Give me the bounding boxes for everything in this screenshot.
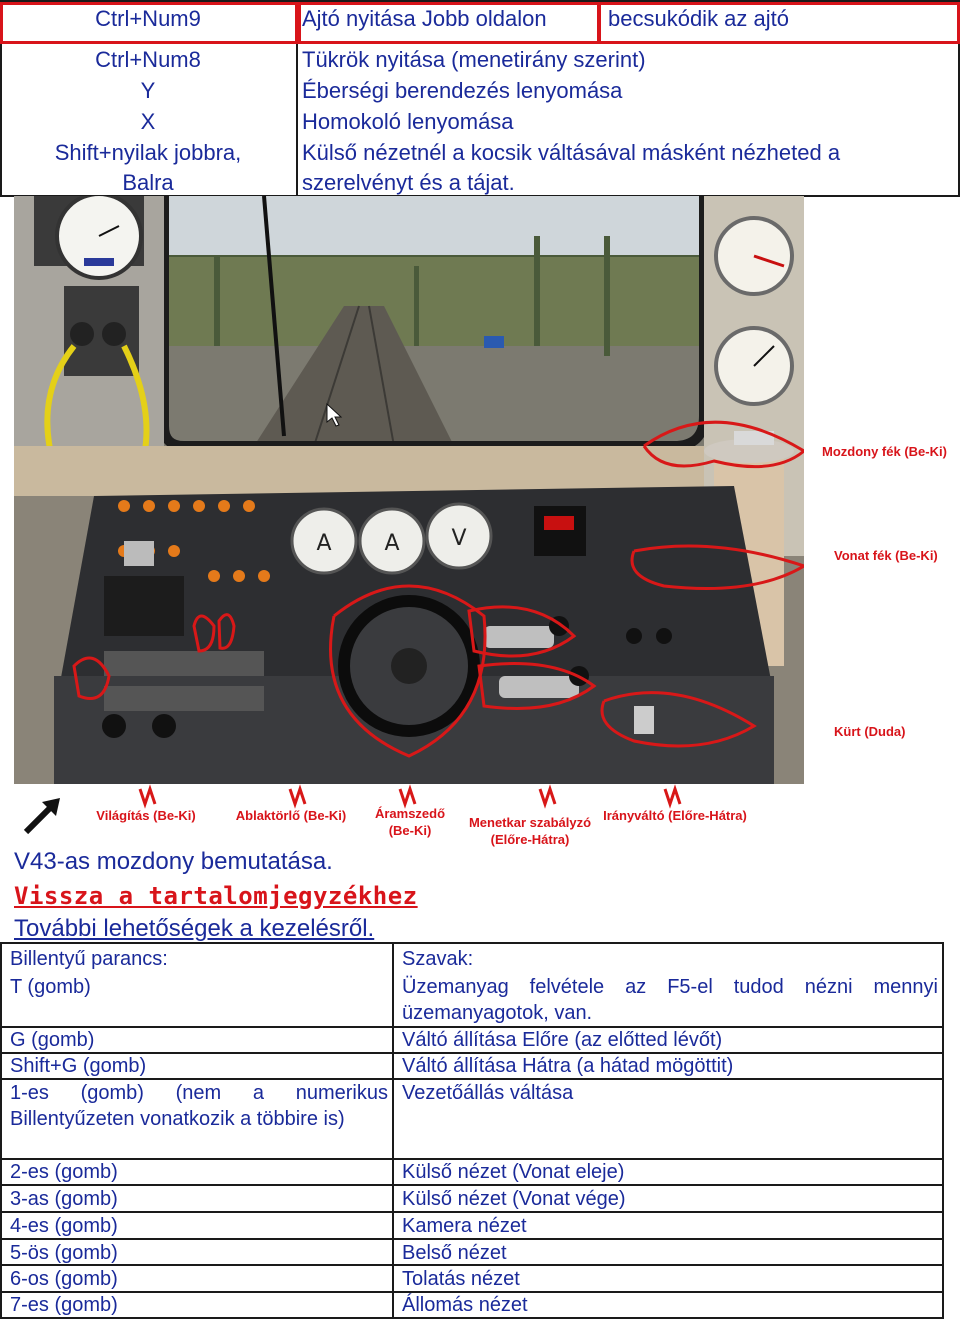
more-options-link[interactable]: További lehetőségek a kezelésről. <box>14 915 375 942</box>
header-right: Szavak: <box>402 948 474 970</box>
key-cell-line2: Balra <box>122 170 174 195</box>
value-cell: Ajtó nyitása Jobb oldalon <box>302 6 547 31</box>
key-cell: Ctrl+Num9 <box>95 6 201 31</box>
value-cell-extra: becsukódik az ajtó <box>608 6 789 31</box>
value-cell: Tükrök nyitása (menetirány szerint) <box>302 47 646 72</box>
table-row-value: Váltó állítása Előre (az előtted lévőt) <box>402 1029 723 1051</box>
table-row-key: Shift+G (gomb) <box>10 1055 147 1077</box>
annotation-iranyvalto: Irányváltó (Előre-Hátra) <box>603 808 747 823</box>
table-row-key: 1-es (gomb) (nem a numerikus Billentyűzeten vonatkozik a többire is) <box>10 1082 388 1130</box>
header-left: Billentyű parancs: <box>10 948 168 970</box>
top-key-table <box>0 0 960 196</box>
key-cell: Shift+nyilak jobbra, <box>54 140 242 165</box>
back-to-contents-link[interactable]: Vissza a tartalomjegyzékhez <box>14 882 418 910</box>
table-row-value: Vezetőállás váltása <box>402 1082 574 1104</box>
table-row-value: Állomás nézet <box>402 1294 528 1316</box>
table-row-key: 5-ös (gomb) <box>10 1242 118 1264</box>
key-cell: Ctrl+Num8 <box>95 47 201 72</box>
table-row-value: Kamera nézet <box>402 1215 527 1237</box>
table-row-value: Üzemanyag felvétele az F5-el tudod nézni mennyi üzemanyagotok, van. <box>402 976 938 1024</box>
table-row-key: G (gomb) <box>10 1029 95 1051</box>
table-row-value: Külső nézet (Vonat eleje) <box>402 1161 625 1183</box>
table-row-key: T (gomb) <box>10 976 91 998</box>
table-row-key: 2-es (gomb) <box>10 1161 118 1183</box>
arrow-icon <box>20 796 64 836</box>
annotation-kurt: Kürt (Duda) <box>834 724 906 739</box>
table-row-key: 6-os (gomb) <box>10 1268 118 1290</box>
annotation-aramszedo: Áramszedő <box>374 806 446 821</box>
page-heading: V43-as mozdony bemutatása. <box>14 848 333 875</box>
value-cell: Éberségi berendezés lenyomása <box>302 78 623 103</box>
annotation-menetkar: Menetkar szabályzó <box>468 815 592 830</box>
gauge-label: A <box>316 531 332 556</box>
gauge-label: V <box>451 526 467 551</box>
key-cell: Y <box>140 78 156 103</box>
table-row-value: Belső nézet <box>402 1242 507 1264</box>
annotation-vilagitas: Világítás (Be-Ki) <box>96 808 196 823</box>
gauge-label: A <box>384 531 400 556</box>
key-cell: X <box>140 109 156 134</box>
table-row-value: Külső nézet (Vonat vége) <box>402 1188 626 1210</box>
value-cell-line2: szerelvényt és a tájat. <box>302 170 515 195</box>
value-cell: Külső nézetnél a kocsik váltásával másként nézheted a <box>302 140 841 165</box>
table-row-key: 3-as (gomb) <box>10 1188 118 1210</box>
table-row-value: Váltó állítása Hátra (a hátad mögöttit) <box>402 1055 734 1077</box>
annotation-vonat-fek: Vonat fék (Be-Ki) <box>834 548 938 563</box>
value-cell: Homokoló lenyomása <box>302 109 514 134</box>
cab-illustration <box>14 196 804 784</box>
annotation-mozdony-fek: Mozdony fék (Be-Ki) <box>822 444 947 459</box>
table-row-key: 4-es (gomb) <box>10 1215 118 1237</box>
annotation-marks <box>0 784 960 814</box>
key-commands-table <box>0 942 944 1319</box>
table-row-key: 7-es (gomb) <box>10 1294 118 1316</box>
table-divider <box>392 944 394 1317</box>
table-row-value: Tolatás nézet <box>402 1268 520 1290</box>
annotation-ablaktorlo: Ablaktörlő (Be-Ki) <box>235 808 347 823</box>
annotation-menetkar-2: (Előre-Hátra) <box>490 832 570 847</box>
annotation-aramszedo-2: (Be-Ki) <box>388 823 432 838</box>
locomotive-cab-screenshot <box>14 196 804 784</box>
